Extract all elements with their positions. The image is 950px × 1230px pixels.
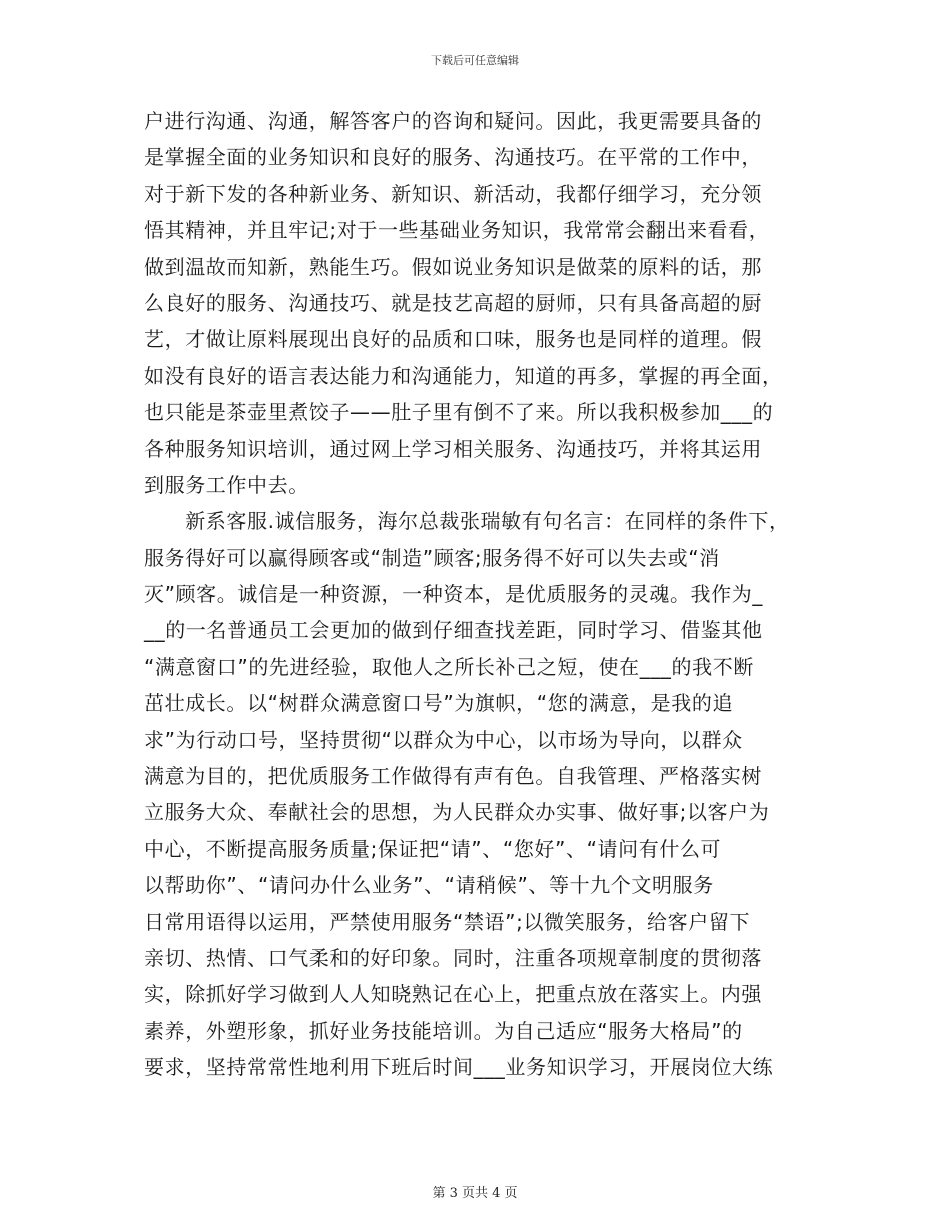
text-line: 做到温故而知新，熟能生巧。假如说业务知识是做菜的原料的话，那: [144, 254, 762, 279]
text-line: 实，除抓好学习做到人人知晓熟记在心上，把重点放在落实上。内强: [144, 982, 762, 1007]
text-line: 亲切、热情、口气柔和的好印象。同时，注重各项规章制度的贯彻落: [144, 945, 762, 970]
text-line: 各种服务知识培训，通过网上学习相关服务、沟通技巧，并将其运用: [144, 436, 762, 461]
text-line: 茁壮成长。以“树群众满意窗口号”为旗帜，“您的满意，是我的追: [144, 691, 734, 716]
text-line: 新系客服.诚信服务，海尔总裁张瑞敏有句名言：在同样的条件下，: [144, 509, 790, 534]
text-line: 服务得好可以赢得顾客或“制造”顾客;服务得不好可以失去或“消: [144, 545, 720, 570]
text-line: __的一名普通员工会更加的做到仔细查找差距，同时学习、借鉴其他: [144, 618, 763, 643]
document-body: [144, 103, 830, 1086]
text-line: 中心，不断提高服务质量;保证把“请”、“您好”、“请问有什么可: [144, 836, 722, 861]
text-line: 要求，坚持常常性地利用下班后时间___业务知识学习，开展岗位大练: [144, 1055, 774, 1080]
text-line: 对于新下发的各种新业务、新知识、新活动，我都仔细学习，充分领: [144, 181, 762, 206]
text-line: 日常用语得以运用，严禁使用服务“禁语”;以微笑服务，给客户留下: [144, 909, 751, 934]
text-line: 悟其精神，并且牢记;对于一些基础业务知识，我常常会翻出来看看，: [144, 218, 770, 243]
text-line: 到服务工作中去。: [144, 472, 309, 497]
text-line: 满意为目的，把优质服务工作做得有声有色。自我管理、严格落实树: [144, 764, 762, 789]
text-line: 求”为行动口号，坚持贯彻“以群众为中心，以市场为导向，以群众: [144, 727, 743, 752]
text-line: 以帮助你”、“请问办什么业务”、“请稍候”、等十九个文明服务: [144, 873, 714, 898]
text-line: 如没有良好的语言表达能力和沟通能力，知道的再多，掌握的再全面，: [144, 363, 783, 388]
text-line: 素养，外塑形象，抓好业务技能培训。为自己适应“服务大格局”的: [144, 1018, 743, 1043]
text-line: “满意窗口”的先进经验，取他人之所长补己之短，使在___的我不断: [144, 654, 754, 679]
text-line: 户进行沟通、沟通，解答客户的咨询和疑问。因此，我更需要具备的: [144, 109, 762, 133]
text-line: 也只能是茶壶里煮饺子——肚子里有倒不了来。所以我积极参加___的: [144, 400, 774, 425]
page-header: 下载后可任意编辑: [431, 54, 519, 67]
text-line: 灭”顾客。诚信是一种资源，一种资本，是优质服务的灵魂。我作为_: [144, 582, 763, 607]
text-line: 立服务大众、奉献社会的思想，为人民群众办实事、做好事;以客户为: [144, 800, 770, 825]
text-line: 艺，才做让原料展现出良好的品质和口味，服务也是同样的道理。假: [144, 327, 762, 352]
text-line: 是掌握全面的业务知识和良好的服务、沟通技巧。在平常的工作中，: [144, 145, 762, 170]
page-number: 第 3 页共 4 页: [432, 1186, 518, 1201]
text-line: 么良好的服务、沟通技巧、就是技艺高超的厨师，只有具备高超的厨: [144, 290, 762, 315]
